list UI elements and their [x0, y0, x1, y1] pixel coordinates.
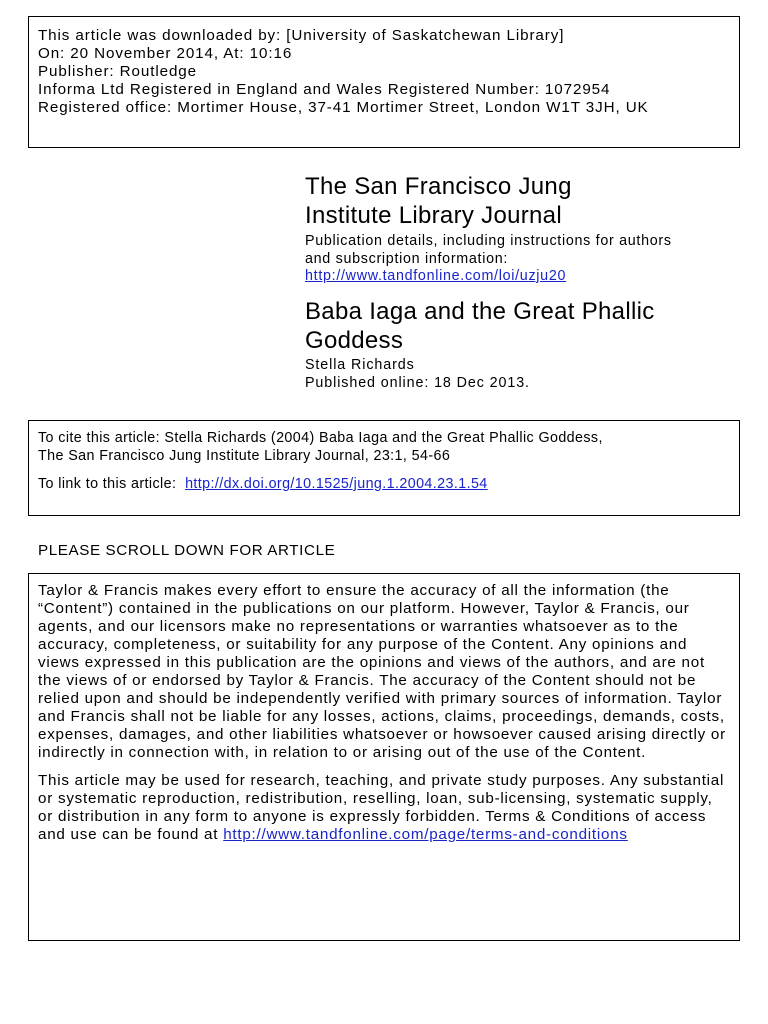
- doi-link[interactable]: http://dx.doi.org/10.1525/jung.1.2004.23.1.54: [185, 476, 488, 492]
- article-author: Stella Richards: [305, 357, 415, 373]
- disclaimer-paragraph-2: This article may be used for research, teaching, and private study purposes. Any substantial or systematic reproduction, redistribution, reselling, loan, sub-licensing, systematic supply, or distribution in any form to anyone is expressly forbidden. Terms & Conditions of access and use can be found at: [38, 772, 725, 843]
- link-label: To link to this article:: [38, 476, 177, 492]
- journal-url-link[interactable]: http://www.tandfonline.com/loi/uzju20: [305, 268, 567, 284]
- publication-details-line-1: Publication details, including instructions for authors: [305, 233, 672, 249]
- download-info-box: [28, 16, 740, 148]
- citation-line-1: To cite this article: Stella Richards (2004) Baba Iaga and the Great Phallic Goddess,: [38, 430, 603, 446]
- citation-line-2: The San Francisco Jung Institute Library Journal, 23:1, 54-66: [38, 447, 451, 464]
- journal-info: [305, 172, 745, 286]
- registered-office: Registered office: Mortimer House, 37-41 Mortimer Street, London W1T 3JH, UK: [38, 99, 649, 116]
- terms-link[interactable]: http://www.tandfonline.com/page/terms-and-conditions: [223, 826, 628, 843]
- disclaimer-box: [28, 573, 740, 941]
- published-date: Published online: 18 Dec 2013.: [305, 374, 530, 391]
- article-title-line-1: Baba Iaga and the Great Phallic: [305, 298, 655, 325]
- download-source: This article was downloaded by: [University of Saskatchewan Library]: [38, 27, 565, 44]
- download-date: On: 20 November 2014, At: 10:16: [38, 45, 293, 62]
- registration-number: Informa Ltd Registered in England and Wales Registered Number: 1072954: [38, 81, 611, 98]
- article-title-line-2: Goddess: [305, 327, 404, 354]
- scroll-notice: PLEASE SCROLL DOWN FOR ARTICLE: [38, 542, 336, 559]
- journal-title-line-1: The San Francisco Jung: [305, 173, 572, 200]
- journal-title-line-2: Institute Library Journal: [305, 202, 562, 229]
- article-info: [305, 297, 745, 392]
- citation-box: [28, 420, 740, 516]
- disclaimer-paragraph-1: Taylor & Francis makes every effort to ensure the accuracy of all the information (the “Content”) contained in the publications on our platform. However, Taylor & Francis, our agents, and our licensors make no representations or warranties whatsoever as to the accuracy, completeness, or suitability for any purpose of the Content. Any opinions and views expressed in this publication are the opinions and views of the authors, and are not the views of or endorsed by Taylor & Francis. The accuracy of the Content should not be relied upon and should be independently verified with primary sources of information. Taylor and Francis shall not be liable for any losses, actions, claims, proceedings, demands, costs, expenses, damages, and other liabilities whatsoever or howsoever caused arising directly or indirectly in connection with, in relation to or arising out of the use of the Content.: [38, 582, 726, 761]
- publisher: Publisher: Routledge: [38, 63, 197, 80]
- publication-details-line-2: and subscription information:: [305, 250, 509, 267]
